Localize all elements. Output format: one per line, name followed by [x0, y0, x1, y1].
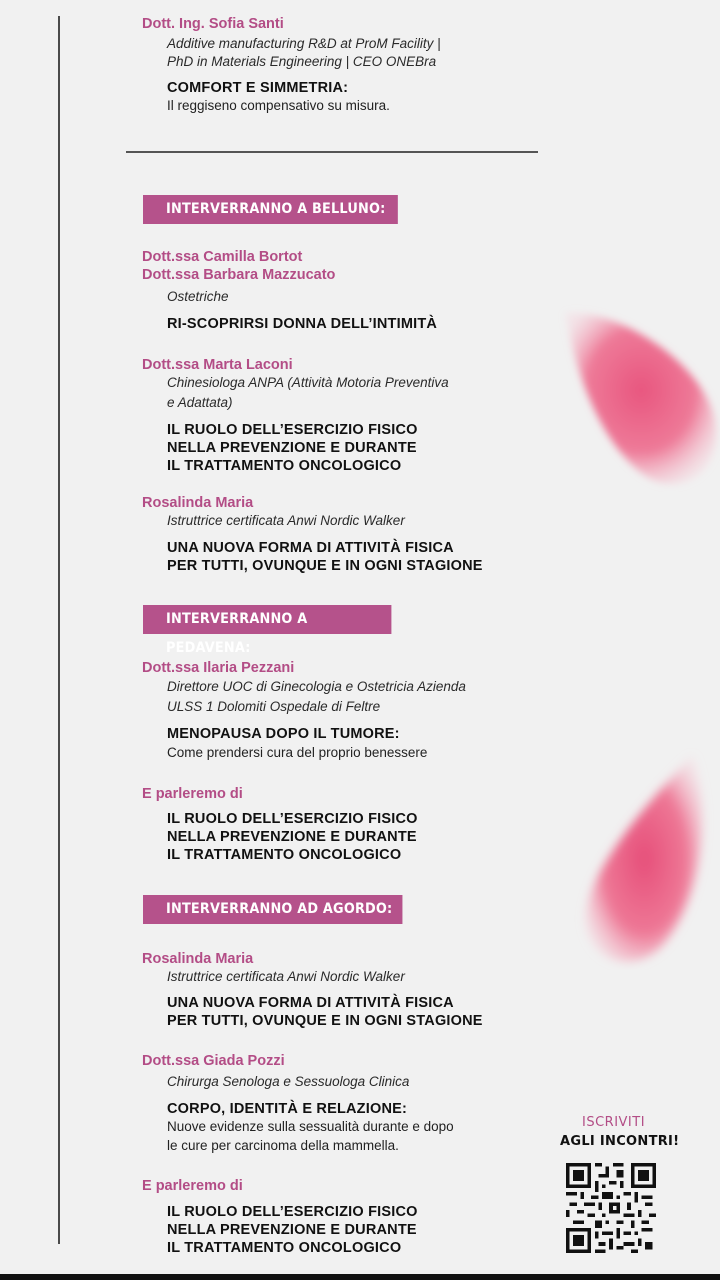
speaker-role: Istruttrice certificata Anwi Nordic Walker: [167, 513, 405, 528]
speaker-name: Rosalinda Maria: [142, 951, 254, 967]
speaker-role: Chinesiologa ANPA (Attività Motoria Preventiva: [167, 375, 449, 390]
speaker-name: Dott.ssa Barbara Mazzucato: [142, 267, 336, 283]
speaker-role: e Adattata): [167, 395, 233, 410]
speaker-name: Dott.ssa Camilla Bortot: [142, 249, 303, 265]
talk-title: NELLA PREVENZIONE E DURANTE: [167, 829, 417, 845]
talk-title: IL RUOLO DELL’ESERCIZIO FISICO: [167, 422, 418, 438]
talk-description: Nuove evidenze sulla sessualità durante e dopo: [167, 1119, 454, 1134]
talk-title: UNA NUOVA FORMA DI ATTIVITÀ FISICA: [167, 540, 454, 556]
speaker-name: Dott.ssa Giada Pozzi: [142, 1053, 285, 1069]
talk-title: PER TUTTI, OVUNQUE E IN OGNI STAGIONE: [167, 1013, 483, 1029]
section-banner-agordo: INTERVERRANNO AD AGORDO:: [143, 895, 402, 924]
section-divider: [126, 151, 538, 153]
speaker-role: PhD in Materials Engineering | CEO ONEBra: [167, 54, 437, 69]
also-label: E parleremo di: [142, 786, 243, 802]
speaker-name: Rosalinda Maria: [142, 495, 254, 511]
talk-title: MENOPAUSA DOPO IL TUMORE:: [167, 726, 400, 742]
petal-icon: [548, 296, 720, 492]
speaker-role: ULSS 1 Dolomiti Ospedale di Feltre: [167, 699, 381, 714]
qr-code-icon[interactable]: [566, 1163, 656, 1253]
speaker-name: Dott.ssa Ilaria Pezzani: [142, 660, 295, 676]
also-label: E parleremo di: [142, 1178, 243, 1194]
speaker-role: Chirurga Senologa e Sessuologa Clinica: [167, 1074, 410, 1089]
talk-title: PER TUTTI, OVUNQUE E IN OGNI STAGIONE: [167, 558, 483, 574]
speaker-name: Dott. Ing. Sofia Santi: [142, 16, 284, 32]
section-banner-pedavena: INTERVERRANNO A PEDAVENA:: [143, 605, 391, 634]
talk-description: Il reggiseno compensativo su misura.: [167, 98, 390, 113]
speaker-role: Ostetriche: [167, 289, 229, 304]
section-banner-belluno: INTERVERRANNO A BELLUNO:: [143, 195, 398, 224]
talk-description: le cure per carcinoma della mammella.: [167, 1138, 399, 1153]
petal-icon: [572, 748, 720, 970]
talk-title: NELLA PREVENZIONE E DURANTE: [167, 1222, 417, 1238]
talk-title: IL TRATTAMENTO ONCOLOGICO: [167, 1240, 402, 1256]
cta-subscribe-label: ISCRIVITI: [582, 1115, 646, 1130]
talk-title: CORPO, IDENTITÀ E RELAZIONE:: [167, 1101, 408, 1117]
left-vertical-line: [58, 16, 60, 1244]
speaker-role: Direttore UOC di Ginecologia e Ostetricia Azienda: [167, 679, 466, 694]
talk-title: IL RUOLO DELL’ESERCIZIO FISICO: [167, 811, 418, 827]
talk-description: Come prendersi cura del proprio benessere: [167, 745, 428, 760]
talk-title: COMFORT E SIMMETRIA:: [167, 80, 349, 96]
speaker-role: Additive manufacturing R&D at ProM Facility |: [167, 36, 441, 51]
talk-title: IL TRATTAMENTO ONCOLOGICO: [167, 458, 402, 474]
cta-meetings-label: AGLI INCONTRI!: [560, 1134, 680, 1149]
bottom-bar: [0, 1274, 720, 1280]
speaker-role: Istruttrice certificata Anwi Nordic Walker: [167, 969, 405, 984]
talk-title: UNA NUOVA FORMA DI ATTIVITÀ FISICA: [167, 995, 454, 1011]
talk-title: IL RUOLO DELL’ESERCIZIO FISICO: [167, 1204, 418, 1220]
talk-title: NELLA PREVENZIONE E DURANTE: [167, 440, 417, 456]
speaker-name: Dott.ssa Marta Laconi: [142, 357, 293, 373]
talk-title: RI-SCOPRIRSI DONNA DELL’INTIMITÀ: [167, 316, 438, 332]
talk-title: IL TRATTAMENTO ONCOLOGICO: [167, 847, 402, 863]
